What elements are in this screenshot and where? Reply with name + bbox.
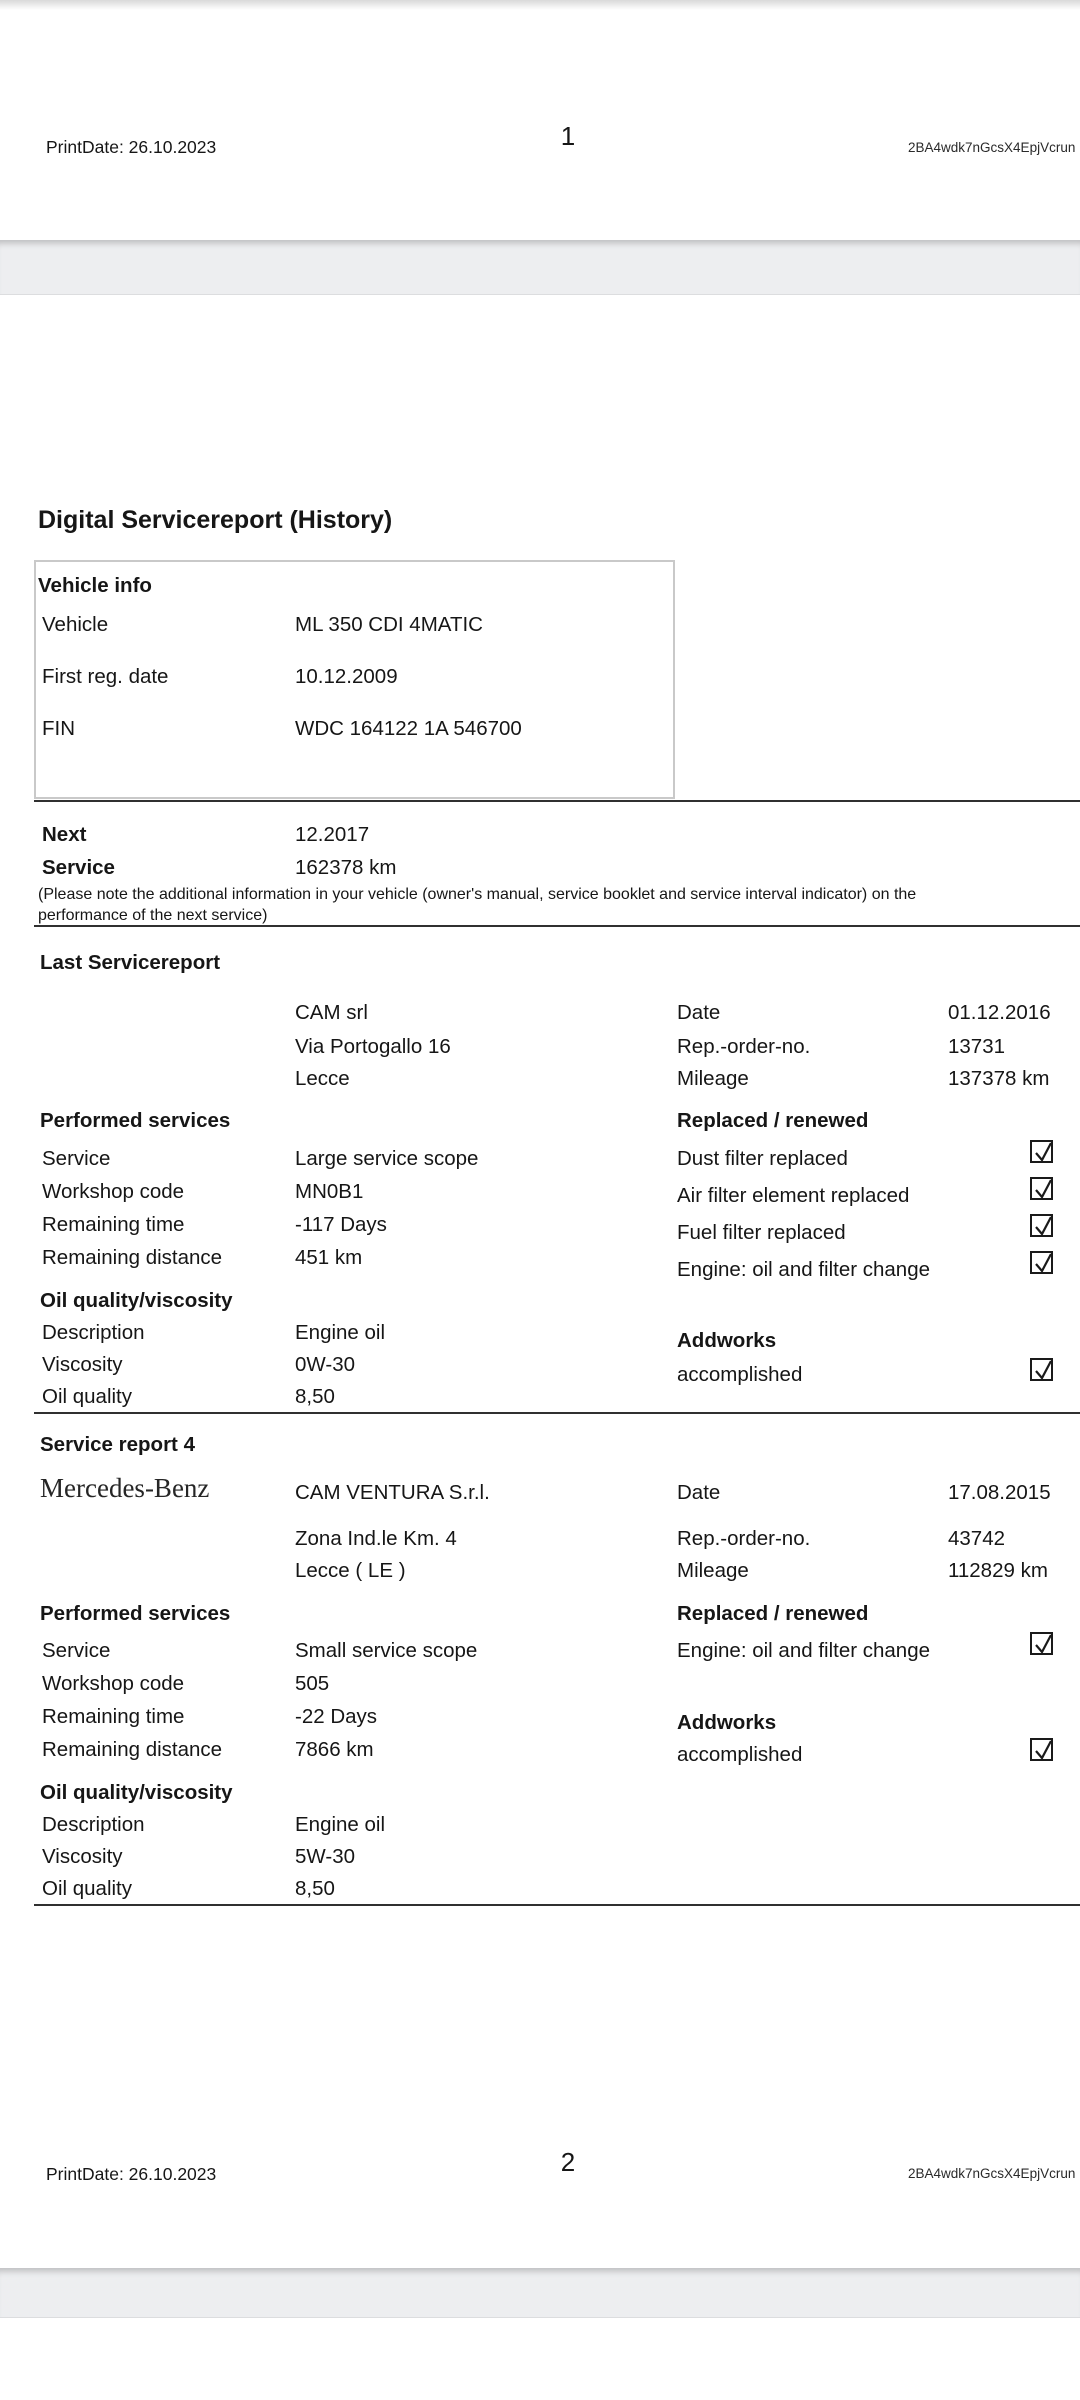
checkbox-checked-icon xyxy=(1030,1177,1053,1200)
date-value: 17.08.2015 xyxy=(948,1481,1051,1504)
replaced-item-label: Air filter element replaced xyxy=(677,1184,910,1207)
workshop-city: Lecce xyxy=(295,1067,350,1090)
oil-viscosity-value: 5W-30 xyxy=(295,1845,356,1868)
workshop-city: Lecce ( LE ) xyxy=(295,1559,406,1582)
checkbox-checked-icon xyxy=(1030,1251,1053,1274)
workshop-name: CAM VENTURA S.r.l. xyxy=(295,1481,490,1504)
next-service-note-line1: (Please note the additional information in your vehicle (owner's manual, service booklet and service interval indicator) on the xyxy=(38,886,917,903)
service-scope-label: Service xyxy=(42,1147,111,1170)
date-value: 01.12.2016 xyxy=(948,1001,1051,1024)
divider xyxy=(34,800,1080,802)
checkbox-checked-icon xyxy=(1030,1214,1053,1237)
remaining-time-label: Remaining time xyxy=(42,1705,185,1728)
remaining-distance-label: Remaining distance xyxy=(42,1738,223,1761)
service-scope-value: Large service scope xyxy=(295,1147,479,1170)
oil-viscosity-value: 0W-30 xyxy=(295,1353,356,1376)
divider xyxy=(34,1904,1080,1906)
oil-description-value: Engine oil xyxy=(295,1321,386,1344)
next-label: Next xyxy=(42,823,87,846)
vehicle-label: Vehicle xyxy=(42,613,109,636)
date-label: Date xyxy=(677,1481,721,1504)
replaced-item-label: Dust filter replaced xyxy=(677,1147,848,1170)
mileage-value: 112829 km xyxy=(948,1559,1048,1582)
replaced-item-label: Engine: oil and filter change xyxy=(677,1639,931,1662)
page2-page-number: 2 xyxy=(560,2147,576,2177)
service-scope-value: Small service scope xyxy=(295,1639,478,1662)
remaining-time-label: Remaining time xyxy=(42,1213,185,1236)
workshop-code-label: Workshop code xyxy=(42,1180,185,1203)
rep-order-no-value: 43742 xyxy=(948,1527,1006,1550)
next-service-note-line2: performance of the next service) xyxy=(38,907,268,924)
mileage-label: Mileage xyxy=(677,1559,749,1582)
page1-doc-code: 2BA4wdk7nGcsX4EpjVcrun xyxy=(908,140,1076,155)
oil-viscosity-label: Viscosity xyxy=(42,1845,123,1868)
rep-order-no-label: Rep.-order-no. xyxy=(677,1527,811,1550)
checkbox-checked-icon xyxy=(1030,1632,1053,1655)
rep-order-no-label: Rep.-order-no. xyxy=(677,1035,811,1058)
addworks-heading: Addworks xyxy=(677,1329,777,1352)
page-title: Digital Servicereport (History) xyxy=(38,506,393,534)
fin-value: WDC 164122 1A 546700 xyxy=(295,717,522,740)
date-label: Date xyxy=(677,1001,721,1024)
remaining-distance-value: 7866 km xyxy=(295,1738,374,1761)
workshop-street: Via Portogallo 16 xyxy=(295,1035,451,1058)
oil-quality-value: 8,50 xyxy=(295,1877,335,1900)
oil-viscosity-label: Viscosity xyxy=(42,1353,123,1376)
remaining-time-value: -22 Days xyxy=(295,1705,378,1728)
replaced-item-label: Engine: oil and filter change xyxy=(677,1258,931,1281)
oil-quality-value: 8,50 xyxy=(295,1385,335,1408)
performed-services-heading: Performed services xyxy=(40,1602,231,1625)
workshop-code-label: Workshop code xyxy=(42,1672,185,1695)
oil-description-label: Description xyxy=(42,1321,145,1344)
replaced-renewed-heading: Replaced / renewed xyxy=(677,1602,869,1625)
page2-doc-code: 2BA4wdk7nGcsX4EpjVcrun xyxy=(908,2166,1076,2181)
remaining-distance-label: Remaining distance xyxy=(42,1246,223,1269)
fin-label: FIN xyxy=(42,717,76,740)
checkbox-checked-icon xyxy=(1030,1140,1053,1163)
service-scope-label: Service xyxy=(42,1639,111,1662)
first-reg-date-label: First reg. date xyxy=(42,665,169,688)
rep-order-no-value: 13731 xyxy=(948,1035,1006,1058)
vehicle-info-heading: Vehicle info xyxy=(38,574,152,597)
mileage-value: 137378 km xyxy=(948,1067,1050,1090)
oil-description-label: Description xyxy=(42,1813,145,1836)
page1-print-date: PrintDate: 26.10.2023 xyxy=(46,137,217,157)
next-value: 12.2017 xyxy=(295,823,370,846)
performed-services-heading: Performed services xyxy=(40,1109,231,1132)
workshop-code-value: MN0B1 xyxy=(295,1180,364,1203)
workshop-name: CAM srl xyxy=(295,1001,368,1024)
service-value: 162378 km xyxy=(295,856,397,879)
service-label: Service xyxy=(42,856,115,879)
divider xyxy=(34,1412,1080,1414)
mercedes-benz-wordmark: Mercedes-Benz xyxy=(40,1473,210,1503)
addworks-accomplished-label: accomplished xyxy=(677,1743,803,1766)
oil-quality-label: Oil quality xyxy=(42,1877,133,1900)
top-edge-shadow xyxy=(0,0,1080,10)
first-reg-date-value: 10.12.2009 xyxy=(295,665,398,688)
oil-description-value: Engine oil xyxy=(295,1813,386,1836)
addworks-heading: Addworks xyxy=(677,1711,777,1734)
service-report-4-heading: Service report 4 xyxy=(40,1433,195,1456)
remaining-time-value: -117 Days xyxy=(295,1213,387,1236)
oil-quality-label: Oil quality xyxy=(42,1385,133,1408)
divider xyxy=(34,925,1080,927)
replaced-renewed-heading: Replaced / renewed xyxy=(677,1109,869,1132)
page-separator-band xyxy=(0,240,1080,295)
oil-quality-heading: Oil quality/viscosity xyxy=(40,1781,233,1804)
workshop-code-value: 505 xyxy=(295,1672,330,1695)
addworks-accomplished-label: accomplished xyxy=(677,1363,803,1386)
oil-quality-heading: Oil quality/viscosity xyxy=(40,1289,233,1312)
replaced-item-label: Fuel filter replaced xyxy=(677,1221,846,1244)
mileage-label: Mileage xyxy=(677,1067,749,1090)
page-separator-band xyxy=(0,2268,1080,2318)
checkbox-checked-icon xyxy=(1030,1738,1053,1761)
checkbox-checked-icon xyxy=(1030,1358,1053,1381)
page1-page-number: 1 xyxy=(560,121,576,151)
remaining-distance-value: 451 km xyxy=(295,1246,363,1269)
page2-print-date: PrintDate: 26.10.2023 xyxy=(46,2164,217,2184)
workshop-street: Zona Ind.le Km. 4 xyxy=(295,1527,457,1550)
last-servicereport-heading: Last Servicereport xyxy=(40,951,221,974)
vehicle-value: ML 350 CDI 4MATIC xyxy=(295,613,483,636)
